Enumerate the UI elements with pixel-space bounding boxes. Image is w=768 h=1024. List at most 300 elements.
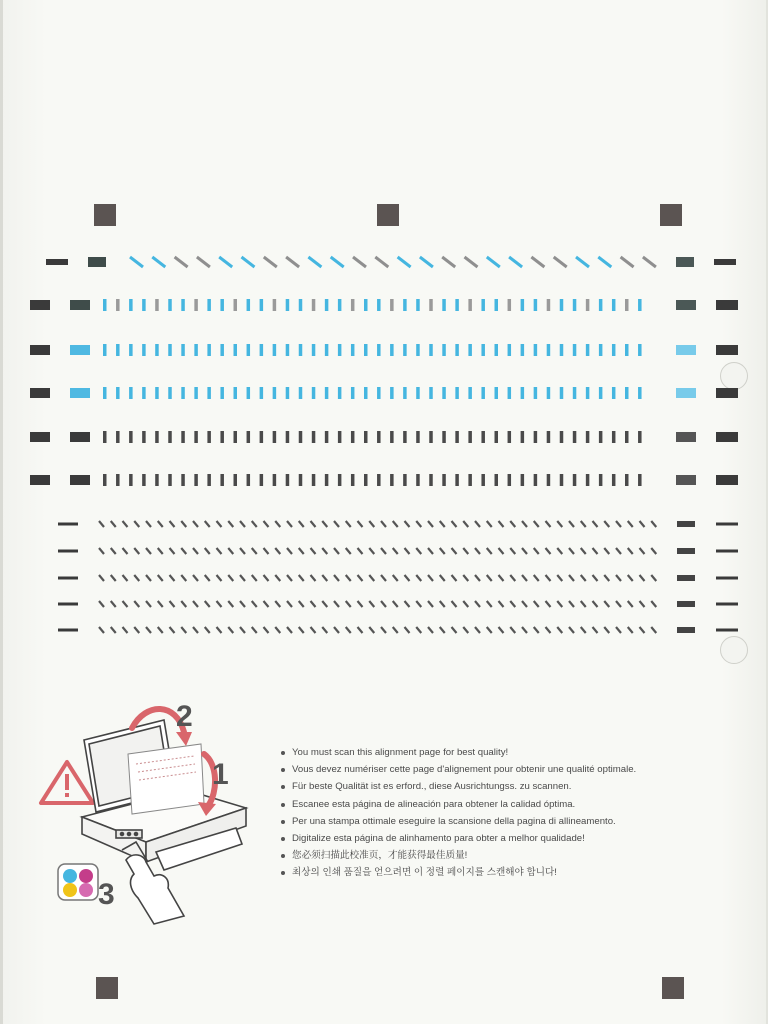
pattern-mark <box>638 299 642 311</box>
pattern-mark <box>219 257 232 267</box>
pattern-row <box>30 431 738 443</box>
pattern-mark <box>286 344 290 356</box>
pattern-mark <box>576 257 589 267</box>
pattern-mark <box>146 521 151 527</box>
pattern-mark <box>475 548 480 554</box>
pattern-mark <box>369 548 374 554</box>
pattern-mark <box>640 521 645 527</box>
pattern-mark <box>534 299 538 311</box>
pattern-mark <box>625 474 629 486</box>
pattern-mark <box>416 575 421 581</box>
pattern-mark <box>312 431 316 443</box>
pattern-mark <box>586 431 590 443</box>
pattern-mark <box>240 521 245 527</box>
pattern-mark <box>194 299 198 311</box>
pattern-mark <box>111 575 116 581</box>
registration-mark <box>660 204 682 226</box>
pattern-mark <box>487 521 492 527</box>
pattern-mark <box>638 344 642 356</box>
pattern-mark <box>521 387 525 399</box>
pattern-mark <box>628 548 633 554</box>
row-left-mark <box>30 432 50 442</box>
pattern-mark <box>142 299 146 311</box>
pattern-mark <box>628 521 633 527</box>
row-left-mark <box>58 550 78 553</box>
pattern-mark <box>155 474 159 486</box>
pattern-mark <box>351 299 355 311</box>
pattern-mark <box>247 344 251 356</box>
pattern-mark <box>207 299 211 311</box>
pattern-mark <box>440 601 445 607</box>
pattern-mark <box>534 344 538 356</box>
instruction-ko: 최상의 인쇄 품질을 얻으려면 이 정렬 페이지를 스캔해야 합니다! <box>281 864 751 881</box>
row-right-mark <box>716 345 738 355</box>
pattern-mark <box>442 257 455 267</box>
pattern-mark <box>168 387 172 399</box>
pattern-mark <box>546 548 551 554</box>
pattern-mark <box>442 474 446 486</box>
pattern-mark <box>264 548 269 554</box>
pattern-mark <box>155 344 159 356</box>
pattern-mark <box>311 627 316 633</box>
ink-cartridge-icon <box>58 864 98 900</box>
pattern-mark <box>170 575 175 581</box>
pattern-mark <box>181 387 185 399</box>
pattern-mark <box>534 601 539 607</box>
pattern-mark <box>604 521 609 527</box>
pattern-mark <box>181 521 186 527</box>
row-right-mark <box>716 629 738 632</box>
pattern-mark <box>581 627 586 633</box>
pattern-mark <box>560 387 564 399</box>
pattern-mark <box>604 627 609 633</box>
pattern-mark <box>205 521 210 527</box>
row-start-mark <box>70 432 90 442</box>
pattern-mark <box>573 299 577 311</box>
pattern-mark <box>416 431 420 443</box>
pattern-mark <box>522 627 527 633</box>
pattern-mark <box>299 474 303 486</box>
pattern-mark <box>234 387 238 399</box>
pattern-mark <box>560 344 564 356</box>
pattern-mark <box>403 387 407 399</box>
pattern-mark <box>534 521 539 527</box>
pattern-mark <box>217 601 222 607</box>
pattern-mark <box>522 601 527 607</box>
pattern-mark <box>416 474 420 486</box>
pattern-mark <box>429 344 433 356</box>
pattern-mark <box>181 627 186 633</box>
pattern-mark <box>557 521 562 527</box>
pattern-mark <box>429 299 433 311</box>
pattern-mark <box>495 299 499 311</box>
pattern-mark <box>440 521 445 527</box>
pattern-mark <box>416 521 421 527</box>
pattern-row <box>58 521 738 527</box>
pattern-mark <box>322 521 327 527</box>
pattern-mark <box>312 299 316 311</box>
pattern-mark <box>146 575 151 581</box>
pattern-mark <box>181 474 185 486</box>
pattern-mark <box>508 387 512 399</box>
pattern-mark <box>134 548 139 554</box>
pattern-mark <box>599 474 603 486</box>
pattern-mark <box>499 627 504 633</box>
pattern-mark <box>416 601 421 607</box>
pattern-mark <box>569 575 574 581</box>
pattern-mark <box>440 548 445 554</box>
pattern-mark <box>205 575 210 581</box>
pattern-mark <box>205 548 210 554</box>
pattern-mark <box>220 474 224 486</box>
pattern-mark <box>287 575 292 581</box>
pattern-mark <box>416 387 420 399</box>
pattern-mark <box>205 627 210 633</box>
pattern-mark <box>116 431 120 443</box>
pattern-mark <box>346 627 351 633</box>
pattern-mark <box>581 575 586 581</box>
pattern-mark <box>152 257 165 267</box>
pattern-mark <box>325 474 329 486</box>
pattern-mark <box>393 627 398 633</box>
pattern-mark <box>573 344 577 356</box>
warning-icon <box>41 762 93 803</box>
pattern-mark <box>508 474 512 486</box>
pattern-mark <box>240 548 245 554</box>
pattern-mark <box>510 601 515 607</box>
pattern-mark <box>275 601 280 607</box>
pattern-mark <box>181 431 185 443</box>
pattern-mark <box>369 575 374 581</box>
pattern-mark <box>420 257 433 267</box>
pattern-mark <box>103 431 107 443</box>
row-end-mark <box>677 575 695 581</box>
pattern-mark <box>586 474 590 486</box>
pattern-mark <box>123 548 128 554</box>
pattern-mark <box>651 575 656 581</box>
pattern-mark <box>598 257 611 267</box>
row-right-mark <box>714 259 736 265</box>
row-right-mark <box>716 550 738 553</box>
pattern-mark <box>338 387 342 399</box>
pattern-mark <box>273 387 277 399</box>
pattern-mark <box>220 344 224 356</box>
pattern-mark <box>452 627 457 633</box>
pattern-mark <box>220 299 224 311</box>
row-end-mark <box>676 388 696 398</box>
pattern-mark <box>393 575 398 581</box>
pattern-mark <box>193 548 198 554</box>
pattern-mark <box>338 431 342 443</box>
pattern-mark <box>428 548 433 554</box>
pattern-mark <box>405 548 410 554</box>
pattern-mark <box>170 627 175 633</box>
pattern-mark <box>573 474 577 486</box>
pattern-mark <box>99 601 104 607</box>
pattern-mark <box>286 387 290 399</box>
pattern-mark <box>557 548 562 554</box>
pattern-mark <box>593 548 598 554</box>
row-left-mark <box>30 475 50 485</box>
row-left-mark <box>30 300 50 310</box>
pattern-mark <box>487 257 500 267</box>
pattern-mark <box>640 601 645 607</box>
pattern-mark <box>116 387 120 399</box>
pattern-mark <box>640 548 645 554</box>
pattern-mark <box>103 474 107 486</box>
pattern-mark <box>452 521 457 527</box>
pattern-mark <box>181 575 186 581</box>
pattern-mark <box>338 299 342 311</box>
pattern-mark <box>247 387 251 399</box>
pattern-mark <box>651 521 656 527</box>
pattern-mark <box>377 344 381 356</box>
pattern-mark <box>325 431 329 443</box>
pattern-mark <box>531 257 544 267</box>
pattern-mark <box>103 344 107 356</box>
pattern-mark <box>393 521 398 527</box>
pattern-mark <box>468 344 472 356</box>
pattern-mark <box>521 344 525 356</box>
pattern-mark <box>252 627 257 633</box>
pattern-mark <box>586 344 590 356</box>
pattern-mark <box>463 548 468 554</box>
pattern-mark <box>168 431 172 443</box>
pattern-mark <box>325 387 329 399</box>
pattern-mark <box>103 299 107 311</box>
pattern-mark <box>260 387 264 399</box>
pattern-mark <box>311 548 316 554</box>
row-left-mark <box>58 603 78 606</box>
pattern-mark <box>628 627 633 633</box>
pattern-mark <box>351 431 355 443</box>
pattern-mark <box>463 575 468 581</box>
instruction-zh: 您必须扫描此校准页，才能获得最佳质量! <box>281 847 751 864</box>
pattern-mark <box>569 548 574 554</box>
pattern-mark <box>181 344 185 356</box>
pattern-mark <box>220 431 224 443</box>
pattern-mark <box>429 474 433 486</box>
pattern-mark <box>312 387 316 399</box>
pattern-mark <box>625 344 629 356</box>
pattern-mark <box>475 627 480 633</box>
registration-mark <box>96 977 118 999</box>
pattern-mark <box>534 575 539 581</box>
step-label-1: 1 <box>212 758 229 791</box>
pattern-mark <box>481 299 485 311</box>
pattern-mark <box>351 344 355 356</box>
pattern-mark <box>228 548 233 554</box>
pattern-mark <box>455 387 459 399</box>
pattern-mark <box>468 474 472 486</box>
pattern-mark <box>322 601 327 607</box>
pattern-mark <box>134 521 139 527</box>
pattern-mark <box>364 431 368 443</box>
pattern-mark <box>546 521 551 527</box>
instruction-pt: Digitalize esta página de alinhamento para obter a melhor qualidade! <box>281 830 751 847</box>
pattern-mark <box>264 575 269 581</box>
pattern-mark <box>522 521 527 527</box>
pattern-mark <box>155 431 159 443</box>
pattern-mark <box>481 431 485 443</box>
pattern-mark <box>299 548 304 554</box>
pattern-mark <box>481 387 485 399</box>
row-left-mark <box>30 345 50 355</box>
pattern-mark <box>170 548 175 554</box>
instruction-de: Für beste Qualität ist es erford., diese Ausrichtungss. zu scannen. <box>281 778 751 795</box>
pattern-mark <box>358 627 363 633</box>
pattern-mark <box>625 299 629 311</box>
row-start-mark <box>70 345 90 355</box>
pattern-mark <box>534 431 538 443</box>
pattern-row <box>58 627 738 633</box>
pattern-mark <box>260 474 264 486</box>
pattern-mark <box>252 575 257 581</box>
pattern-mark <box>651 548 656 554</box>
pattern-mark <box>393 601 398 607</box>
pattern-mark <box>264 627 269 633</box>
pattern-mark <box>499 548 504 554</box>
pattern-mark <box>428 521 433 527</box>
pattern-mark <box>287 521 292 527</box>
pattern-mark <box>581 521 586 527</box>
pattern-mark <box>509 257 522 267</box>
pattern-mark <box>252 548 257 554</box>
pattern-mark <box>429 431 433 443</box>
pattern-mark <box>334 601 339 607</box>
pattern-mark <box>181 548 186 554</box>
pattern-mark <box>142 387 146 399</box>
pattern-mark <box>129 299 133 311</box>
row-right-mark <box>716 432 738 442</box>
pattern-mark <box>481 474 485 486</box>
pattern-mark <box>403 431 407 443</box>
registration-mark <box>377 204 399 226</box>
pattern-mark <box>481 344 485 356</box>
pattern-mark <box>499 601 504 607</box>
pattern-mark <box>390 474 394 486</box>
pattern-mark <box>416 344 420 356</box>
pattern-mark <box>381 548 386 554</box>
pattern-mark <box>475 521 480 527</box>
pattern-mark <box>99 521 104 527</box>
pattern-mark <box>103 387 107 399</box>
pattern-mark <box>599 299 603 311</box>
pattern-mark <box>616 548 621 554</box>
pattern-mark <box>134 627 139 633</box>
pattern-mark <box>621 257 634 267</box>
pattern-mark <box>273 431 277 443</box>
pattern-mark <box>403 474 407 486</box>
pattern-mark <box>338 474 342 486</box>
pattern-mark <box>612 344 616 356</box>
pattern-mark <box>228 627 233 633</box>
pattern-mark <box>616 601 621 607</box>
pattern-mark <box>381 575 386 581</box>
pattern-mark <box>628 601 633 607</box>
pattern-mark <box>134 601 139 607</box>
pattern-mark <box>616 627 621 633</box>
pattern-mark <box>346 521 351 527</box>
pattern-mark <box>442 344 446 356</box>
pattern-mark <box>638 387 642 399</box>
pattern-mark <box>604 548 609 554</box>
pattern-mark <box>429 387 433 399</box>
pattern-mark <box>487 627 492 633</box>
pattern-mark <box>651 627 656 633</box>
pattern-mark <box>534 627 539 633</box>
pattern-mark <box>170 601 175 607</box>
pattern-mark <box>275 575 280 581</box>
pattern-mark <box>228 601 233 607</box>
pattern-mark <box>455 344 459 356</box>
pattern-mark <box>252 521 257 527</box>
pattern-mark <box>193 601 198 607</box>
pattern-mark <box>560 474 564 486</box>
step-label-3: 3 <box>98 878 115 911</box>
pattern-mark <box>273 474 277 486</box>
registration-mark <box>94 204 116 226</box>
pattern-mark <box>440 575 445 581</box>
pattern-mark <box>468 299 472 311</box>
pattern-mark <box>557 627 562 633</box>
pattern-mark <box>234 431 238 443</box>
pattern-mark <box>99 548 104 554</box>
pattern-mark <box>381 627 386 633</box>
pattern-mark <box>260 299 264 311</box>
pattern-mark <box>640 627 645 633</box>
pattern-mark <box>299 521 304 527</box>
pattern-mark <box>463 521 468 527</box>
pattern-mark <box>547 299 551 311</box>
pattern-mark <box>234 344 238 356</box>
pattern-mark <box>181 601 186 607</box>
pattern-mark <box>170 521 175 527</box>
pattern-row <box>46 257 736 267</box>
pattern-mark <box>158 521 163 527</box>
row-start-mark <box>70 300 90 310</box>
pattern-mark <box>638 474 642 486</box>
instruction-es: Escanee esta página de alineación para obtener la calidad óptima. <box>281 796 751 813</box>
pattern-mark <box>129 344 133 356</box>
pattern-mark <box>398 257 411 267</box>
row-end-mark <box>676 432 696 442</box>
pattern-mark <box>312 344 316 356</box>
pattern-mark <box>381 601 386 607</box>
pattern-mark <box>405 575 410 581</box>
pattern-mark <box>405 627 410 633</box>
pattern-mark <box>468 431 472 443</box>
pattern-mark <box>123 601 128 607</box>
pattern-mark <box>560 299 564 311</box>
pattern-mark <box>495 431 499 443</box>
pattern-mark <box>377 299 381 311</box>
pattern-mark <box>495 344 499 356</box>
pattern-mark <box>111 627 116 633</box>
pattern-mark <box>390 431 394 443</box>
pattern-mark <box>508 299 512 311</box>
pattern-mark <box>604 601 609 607</box>
pattern-mark <box>364 387 368 399</box>
pattern-mark <box>403 344 407 356</box>
pattern-mark <box>247 431 251 443</box>
pattern-mark <box>242 257 255 267</box>
pattern-mark <box>111 521 116 527</box>
pattern-mark <box>111 548 116 554</box>
pattern-mark <box>364 344 368 356</box>
pattern-mark <box>334 548 339 554</box>
pattern-mark <box>155 299 159 311</box>
